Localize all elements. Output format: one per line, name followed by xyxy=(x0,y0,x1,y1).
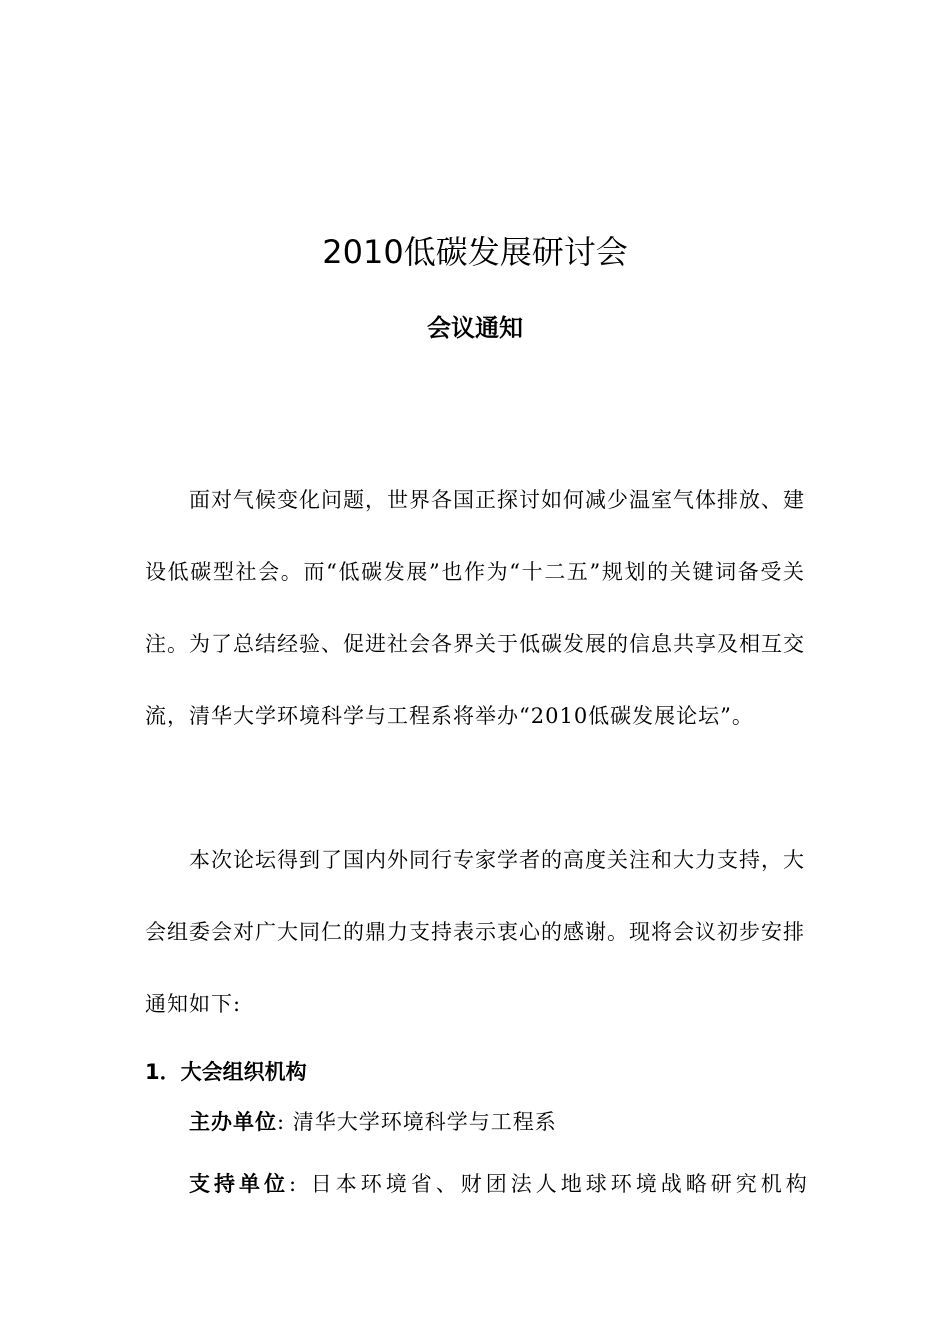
organizer-value: 清华大学环境科学与工程系 xyxy=(292,1110,557,1134)
document-title: 2010低碳发展研讨会 xyxy=(322,233,628,271)
section-heading-organization: 1．大会组织机构 xyxy=(145,1060,307,1084)
supporter-row xyxy=(189,1166,809,1202)
organizer-separator: : xyxy=(277,1110,286,1134)
supporter-value: 日本环境省、财团法人地球环境战略研究机构 xyxy=(310,1172,811,1196)
supporter-separator: : xyxy=(289,1172,301,1196)
organizer-label: 主办单位 xyxy=(189,1110,277,1134)
intro-paragraph: 面对气候变化问题，世界各国正探讨如何减少温室气体排放、建设低碳型社会。而“低碳发展”也作为“十二五”规划的关键词备受关注。为了总结经验、促进社会各界关于低碳发展的信息共享及相互交流，清华大学环境科学与工程系将举办“2010低碳发展论坛”。 xyxy=(145,488,805,728)
supporter-label: 支持单位 xyxy=(189,1172,289,1196)
thanks-paragraph: 本次论坛得到了国内外同行专家学者的高度关注和大力支持，大会组委会对广大同仁的鼎力支持表示衷心的感谢。现将会议初步安排通知如下: xyxy=(145,848,805,1016)
organizer-row xyxy=(189,1104,809,1140)
document-subtitle: 会议通知 xyxy=(427,314,523,342)
